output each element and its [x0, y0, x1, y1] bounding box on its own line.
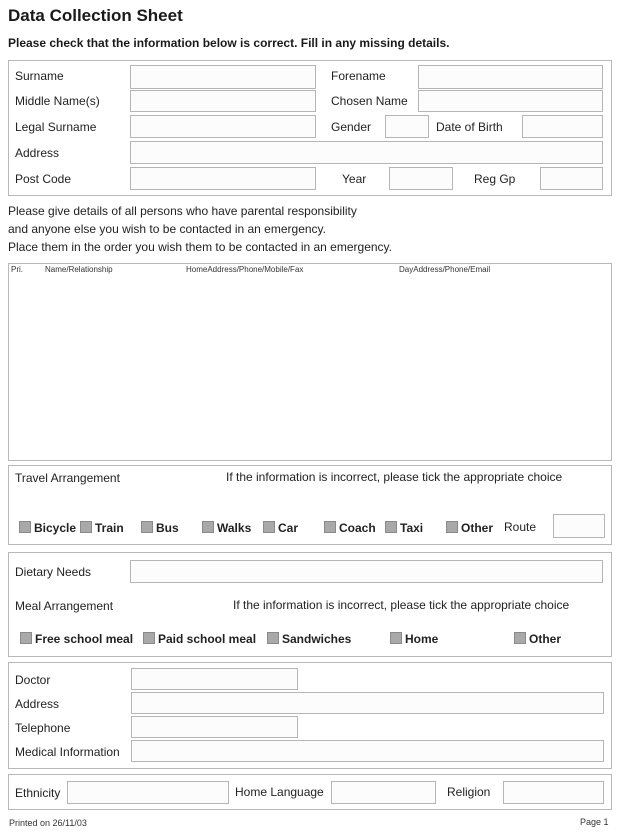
post-code-label: Post Code: [15, 172, 72, 186]
travel-option-coach[interactable]: Coach: [324, 521, 376, 535]
middle-names-label: Middle Name(s): [15, 94, 100, 108]
date-of-birth-label: Date of Birth: [436, 120, 503, 134]
col-name-header: Name/Relationship: [45, 265, 113, 274]
checkbox-icon: [263, 521, 275, 533]
checkbox-icon: [143, 632, 155, 644]
checkbox-icon: [514, 632, 526, 644]
checkbox-icon: [19, 521, 31, 533]
doctor-address-field[interactable]: [131, 692, 604, 714]
address-label: Address: [15, 146, 60, 160]
travel-instruction: If the information is incorrect, please tick the appropriate choice: [226, 470, 563, 484]
travel-option-car[interactable]: Car: [263, 521, 298, 535]
address-field[interactable]: [130, 141, 603, 164]
forename-label: Forename: [331, 69, 386, 83]
surname-field[interactable]: [130, 65, 316, 89]
printed-date: Printed on 26/11/03: [9, 818, 87, 828]
reg-gp-label: Reg Gp: [474, 172, 516, 186]
checkbox-icon: [202, 521, 214, 533]
checkbox-icon: [390, 632, 402, 644]
doctor-label: Doctor: [15, 673, 51, 687]
dietary-needs-label: Dietary Needs: [15, 565, 92, 579]
chosen-name-field[interactable]: [418, 90, 603, 112]
ethnicity-label: Ethnicity: [15, 786, 61, 800]
dietary-needs-field[interactable]: [130, 560, 603, 583]
contacts-table[interactable]: [8, 263, 612, 461]
surname-label: Surname: [15, 69, 64, 83]
meal-option-free-school-meal[interactable]: Free school meal: [20, 632, 133, 646]
contacts-intro-line2: and anyone else you wish to be contacted in an emergency.: [8, 222, 326, 236]
legal-surname-label: Legal Surname: [15, 120, 97, 134]
checkbox-icon: [80, 521, 92, 533]
telephone-field[interactable]: [131, 716, 298, 738]
meal-option-sandwiches[interactable]: Sandwiches: [267, 632, 351, 646]
checkbox-icon: [324, 521, 336, 533]
travel-option-bus[interactable]: Bus: [141, 521, 179, 535]
legal-surname-field[interactable]: [130, 115, 316, 138]
page-title: Data Collection Sheet: [8, 6, 183, 25]
year-label: Year: [342, 172, 367, 186]
gender-label: Gender: [331, 120, 372, 134]
reg-gp-field[interactable]: [540, 167, 603, 190]
meal-option-paid-school-meal[interactable]: Paid school meal: [143, 632, 256, 646]
medical-information-field[interactable]: [131, 740, 604, 762]
meal-option-home[interactable]: Home: [390, 632, 438, 646]
ethnicity-field[interactable]: [67, 781, 229, 804]
checkbox-icon: [20, 632, 32, 644]
home-language-label: Home Language: [235, 785, 324, 799]
col-day-header: DayAddress/Phone/Email: [399, 265, 491, 274]
home-language-field[interactable]: [331, 781, 436, 804]
telephone-label: Telephone: [15, 721, 71, 735]
travel-option-bicycle[interactable]: Bicycle: [19, 521, 76, 535]
doctor-address-label: Address: [15, 697, 60, 711]
checkbox-icon: [267, 632, 279, 644]
chosen-name-label: Chosen Name: [331, 94, 408, 108]
route-label: Route: [504, 520, 537, 534]
forename-field[interactable]: [418, 65, 603, 89]
instruction-text: Please check that the information below is correct. Fill in any missing details.: [8, 36, 450, 50]
route-field[interactable]: [553, 514, 605, 538]
medical-information-label: Medical Information: [15, 745, 120, 759]
doctor-field[interactable]: [131, 668, 298, 690]
meal-instruction: If the information is incorrect, please tick the appropriate choice: [233, 598, 570, 612]
checkbox-icon: [446, 521, 458, 533]
travel-label: Travel Arrangement: [15, 471, 120, 485]
post-code-field[interactable]: [130, 167, 316, 190]
col-home-header: HomeAddress/Phone/Mobile/Fax: [186, 265, 304, 274]
middle-names-field[interactable]: [130, 90, 316, 112]
meal-option-other[interactable]: Other: [514, 632, 561, 646]
travel-option-walks[interactable]: Walks: [202, 521, 251, 535]
contacts-intro-line3: Place them in the order you wish them to be contacted in an emergency.: [8, 240, 392, 254]
travel-option-other[interactable]: Other: [446, 521, 493, 535]
checkbox-icon: [141, 521, 153, 533]
contacts-intro-line1: Please give details of all persons who have parental responsibility: [8, 204, 357, 218]
year-field[interactable]: [389, 167, 453, 190]
religion-field[interactable]: [503, 781, 604, 804]
gender-field[interactable]: [385, 115, 429, 138]
page-number: Page 1: [580, 817, 609, 827]
meal-arrangement-label: Meal Arrangement: [15, 599, 114, 613]
travel-option-taxi[interactable]: Taxi: [385, 521, 423, 535]
religion-label: Religion: [447, 785, 491, 799]
travel-option-train[interactable]: Train: [80, 521, 124, 535]
checkbox-icon: [385, 521, 397, 533]
col-priority-header: Pri.: [11, 265, 23, 274]
date-of-birth-field[interactable]: [522, 115, 603, 138]
